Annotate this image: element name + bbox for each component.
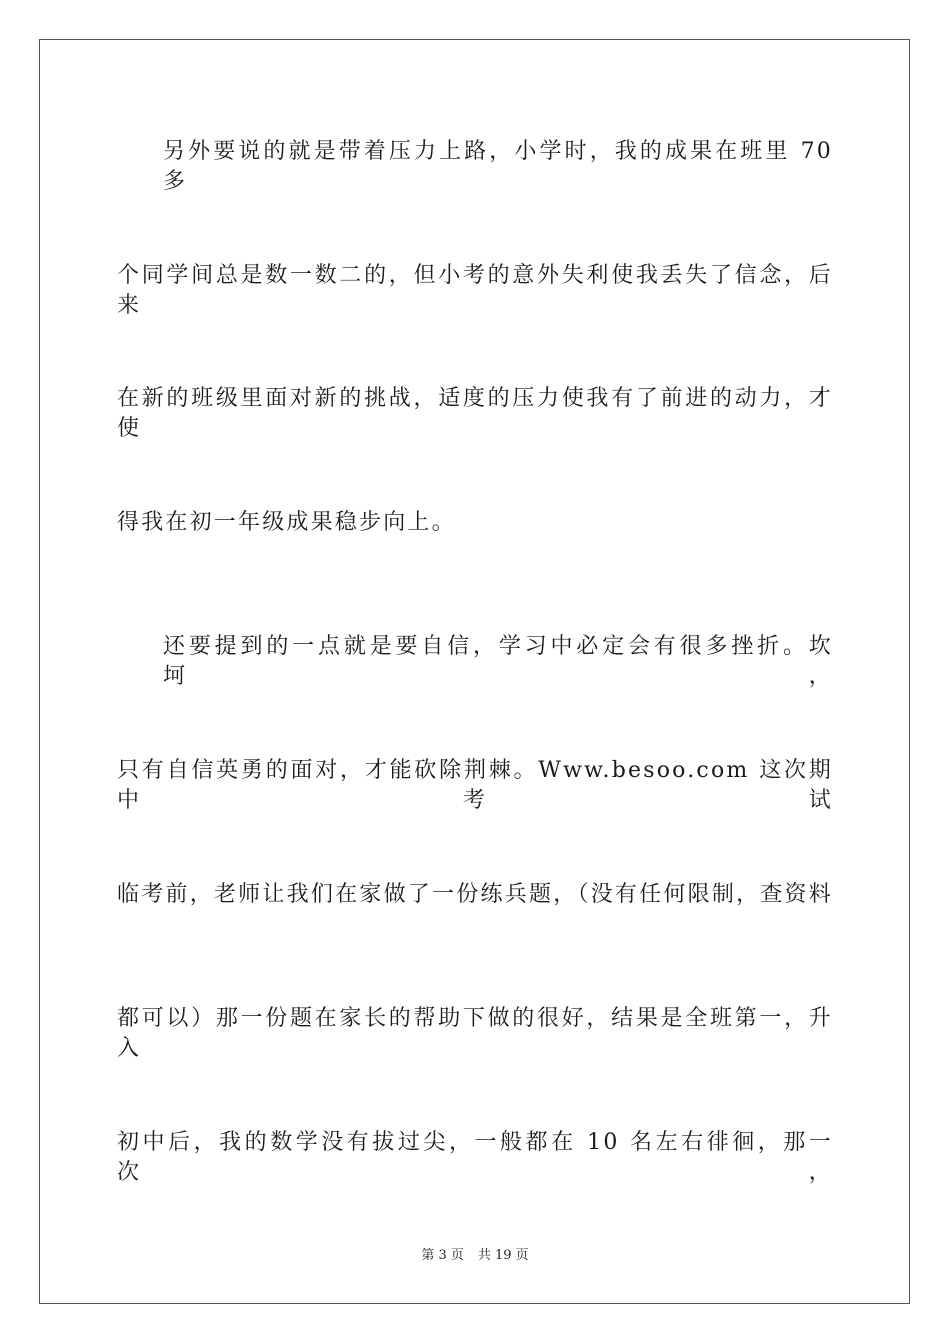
page-footer	[0, 1247, 950, 1265]
paragraph-line: 个同学间总是数一数二的，但小考的意外失利使我丢失了信念，后来	[117, 263, 833, 318]
paragraph-line: 都可以）那一份题在家长的帮助下做的很好，结果是全班第一，升入	[117, 1006, 833, 1061]
paragraph-line: 在新的班级里面对新的挑战，适度的压力使我有了前进的动力，才使	[117, 386, 833, 441]
paragraph-line: 临考前，老师让我们在家做了一份练兵题，（没有任何限制，查资料	[117, 882, 833, 907]
page-number: 第 3 页	[421, 1248, 464, 1263]
paragraph-line: 另外要说的就是带着压力上路，小学时，我的成果在班里 70 多	[163, 139, 833, 194]
page-total: 共 19 页	[477, 1248, 529, 1263]
paragraph-line: 只有自信英勇的面对，才能砍除荆棘。Www.besoo.com 这次期中考试	[117, 758, 833, 813]
paragraph-line: 初中后，我的数学没有拔过尖，一般都在 10 名左右徘徊，那一次，	[117, 1130, 833, 1185]
paragraph-line: 得我在初一年级成果稳步向上。	[117, 510, 456, 535]
paragraph-line: 还要提到的一点就是要自信，学习中必定会有很多挫折。坎坷，	[163, 634, 833, 689]
